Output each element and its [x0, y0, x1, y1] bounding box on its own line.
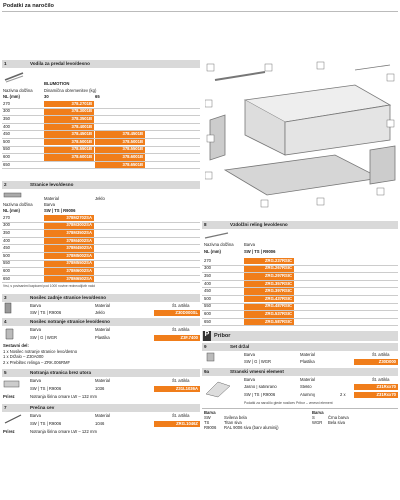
article-code: Z3F.7400 — [154, 335, 200, 341]
length-value: 270 — [204, 258, 211, 263]
legend-name: Črna barva — [328, 415, 349, 420]
article-header: Št. artikla — [172, 413, 190, 418]
article-header: Št. artikla — [172, 303, 190, 308]
table-row — [202, 319, 398, 327]
length-value: 500 — [204, 296, 211, 301]
color-value: SW | TS | R9006 — [30, 310, 62, 315]
unit-label: NL (mm) — [204, 249, 221, 254]
length-value: 450 — [3, 132, 10, 137]
length-value: 450 — [204, 289, 211, 294]
table-row — [2, 147, 200, 155]
color-header: Barva — [30, 303, 41, 308]
article-code: Z31Rxx70 — [354, 384, 398, 390]
cut-note: Notranja širina omare LW – 132 mm — [30, 394, 97, 399]
table-row — [2, 268, 200, 276]
section-holder-set-header — [202, 343, 398, 351]
article-code: ZRG.1046Z — [154, 421, 200, 427]
page-title: Podatki za naročilo — [3, 3, 54, 9]
table-row — [2, 238, 200, 246]
section-title: Stranice levo/desno — [30, 182, 74, 188]
color-value: SW | TS | R9006 — [30, 421, 62, 426]
holder-set-illustration — [204, 351, 218, 363]
legend-name: Bela siva — [328, 420, 345, 425]
length-value: 400 — [204, 281, 211, 286]
legend-row — [312, 421, 396, 426]
table-row — [2, 162, 200, 170]
unit-label: NL (mm) — [3, 208, 20, 213]
length-value: 350 — [3, 231, 10, 236]
length-value: 550 — [204, 304, 211, 309]
material-header: Material — [300, 352, 315, 357]
article-code-30kg: 378.5001B — [44, 139, 94, 145]
table-row — [2, 215, 200, 223]
table-row — [202, 311, 398, 319]
table-row — [202, 384, 398, 392]
components-label: Sestavni del: — [3, 343, 29, 348]
section-divider-element-header — [202, 368, 398, 376]
section-side-panels-header — [2, 181, 200, 189]
length-value: 500 — [3, 139, 10, 144]
table-row — [2, 253, 200, 261]
legend-name: Titan siva — [224, 420, 242, 425]
section-title: Vzdolžni reling levo/desno — [230, 222, 288, 228]
back-holder-illustration — [3, 302, 17, 314]
table-row — [202, 273, 398, 281]
cut-note: Notranja širina omare LW – 122 mm — [30, 429, 97, 434]
legend-code: R9006 — [204, 425, 217, 430]
article-code-65kg: 378.5501B — [95, 147, 145, 153]
article-code-65kg: 378.6501B — [95, 162, 145, 168]
material-header: Material — [95, 413, 110, 418]
article-code-65kg: 378.6001B — [95, 154, 145, 160]
article-code: ZRG.297RSIC — [244, 273, 294, 279]
table-row — [202, 296, 398, 304]
article-code: ZRG.357RSIC — [244, 281, 294, 287]
table-row — [2, 124, 200, 132]
section-number: 4 — [4, 319, 7, 325]
reling-illustration — [204, 231, 230, 241]
runner-illustration — [3, 70, 25, 84]
col-unit-label: NL (mm) — [3, 94, 20, 99]
material-value: Jeklo — [95, 196, 105, 201]
length-value: 600 — [204, 312, 211, 317]
reling-table — [202, 258, 398, 326]
article-header: Št. artikla — [372, 377, 390, 382]
article-code-65kg: 378.5001B — [95, 139, 145, 145]
components-list — [3, 350, 163, 366]
section-back-holder-header — [2, 294, 200, 302]
table-row — [2, 230, 200, 238]
drawer-exploded-drawing — [205, 60, 398, 210]
legend-heading: Barva — [204, 410, 216, 415]
color-header: Barva — [30, 327, 41, 332]
section-title: Stranski vmesni element — [230, 369, 284, 375]
article-header: Št. artikla — [172, 378, 190, 383]
article-code: ZRG.397RSIC — [244, 288, 294, 294]
cut-label: Prirez — [3, 394, 15, 399]
material-value: 1046 — [95, 421, 105, 426]
color-label: Barva — [44, 202, 55, 207]
section-inner-side-header — [2, 369, 200, 377]
length-value: 500 — [3, 253, 10, 258]
legend-name: Svilena bela — [224, 415, 247, 420]
section-number: 8 — [204, 222, 207, 228]
material-value: Steklo — [300, 385, 312, 389]
article-code-30kg: 378.4501B — [44, 131, 94, 137]
length-value: 300 — [3, 223, 10, 228]
article-code: 378M4502SA — [44, 245, 94, 251]
article-code-30kg: 378.2701B — [44, 101, 94, 107]
length-value: 300 — [3, 109, 10, 114]
material-header: Material — [95, 327, 110, 332]
cross-tube-illustration — [3, 413, 23, 425]
section-number: 7 — [4, 405, 7, 411]
section-title: Nosilec notranje stranice levo/desno — [30, 319, 110, 325]
component-item: 1 x Nosilec notranje stranice levo/desno — [3, 349, 78, 354]
material-value: Plastika — [95, 335, 110, 340]
legend-code: S — [312, 415, 315, 420]
component-item: 2 x Prebiltec relinga – ZRK.006RMF — [3, 359, 71, 365]
section-number: 3 — [4, 295, 7, 301]
material-value: Aluminij — [300, 393, 315, 397]
article-code: 378M5002SA — [44, 253, 94, 259]
accessories-header — [202, 331, 398, 341]
color-value: SW | TS | R9006 — [30, 386, 62, 391]
legend-code: SW — [204, 415, 211, 420]
article-header: Št. artikla — [172, 327, 190, 332]
article-code: ZRG.537RSIC — [244, 311, 294, 317]
table-row — [202, 258, 398, 266]
article-code: 378M4002SA — [44, 238, 94, 244]
side-panel-illustration — [3, 190, 23, 200]
article-code: Z30D000 — [354, 359, 398, 365]
section-title: Set držal — [230, 344, 250, 350]
length-label: Nazivna dolžina — [3, 202, 33, 207]
section-inner-holder-header — [2, 318, 200, 326]
table-row — [202, 266, 398, 274]
accessories-letter: P — [203, 331, 211, 341]
length-value: 350 — [3, 117, 10, 122]
table-row — [2, 223, 200, 231]
table-row — [2, 101, 200, 109]
color-header: Barva — [30, 413, 41, 418]
inner-holder-illustration — [3, 327, 17, 341]
color-header: Barva — [30, 378, 41, 383]
divider-note: Podatki za naročilo glede nosilcev Pribor – vmesni element — [244, 401, 333, 405]
table-row — [202, 281, 398, 289]
length-value: 650 — [204, 319, 211, 324]
accessories-title: Pribor — [214, 333, 231, 339]
table-row — [2, 154, 200, 162]
table-row — [202, 304, 398, 312]
color-value: SW | G | WGR — [244, 359, 272, 364]
section-title: Nosilec zadnje stranice levo/desno — [30, 295, 107, 301]
article-code: Z31Rxx70 — [354, 392, 398, 398]
section-number: 2 — [4, 182, 7, 188]
length-value: 450 — [3, 246, 10, 251]
table-row — [2, 116, 200, 124]
legend-row — [204, 426, 304, 431]
legend-name: RAL 9006 siva (barv aluminij) — [224, 425, 279, 430]
material-header: Material — [95, 303, 110, 308]
table-row — [2, 139, 200, 147]
color-legend — [202, 408, 398, 430]
cut-label: Prirez — [3, 429, 15, 434]
article-code: 378M5502SA — [44, 261, 94, 267]
length-value: 650 — [3, 276, 10, 281]
length-value: 550 — [3, 147, 10, 152]
article-code-30kg: 378.3001B — [44, 109, 94, 115]
article-header: Št. artikla — [372, 352, 390, 357]
legend-heading: Barva — [312, 410, 324, 415]
table-row — [2, 131, 200, 139]
length-value: 350 — [204, 274, 211, 279]
article-code: 378M6002SA — [44, 268, 94, 274]
article-code: 378M2702SA — [44, 215, 94, 221]
article-code-30kg: 378.4001B — [44, 124, 94, 130]
length-value: 650 — [3, 162, 10, 167]
article-code: Z31L1036A — [154, 386, 200, 392]
article-code: ZRG.437RSIC — [244, 296, 294, 302]
length-value: 550 — [3, 261, 10, 266]
col-length-label: Nazivna dolžina — [3, 88, 33, 93]
article-code: ZRG.487RSIC — [244, 304, 294, 310]
material-value: 1036 — [95, 386, 105, 391]
col-load-label: Dinamična obremenitev (kg) — [44, 88, 97, 93]
article-code-30kg: 378.5501B — [44, 147, 94, 153]
section-number: 9a — [204, 369, 210, 375]
side-panel-note: Vrsi, s povisanimi kapicami pod 1000 novine redneodijivih naloi — [3, 284, 96, 288]
length-value: 400 — [3, 238, 10, 243]
length-value: 400 — [3, 124, 10, 129]
length-value: 270 — [3, 101, 10, 106]
quantity-value: 2 x — [340, 393, 346, 397]
brand-label: BLUMOTION — [44, 81, 70, 86]
color-header: Barva — [244, 352, 255, 357]
article-code: ZRG.237RSIC — [244, 258, 294, 264]
article-code-30kg: 378.3501B — [44, 116, 94, 122]
article-code: ZRG.587RSIC — [244, 319, 294, 325]
table-row — [2, 276, 200, 284]
runner-table — [2, 101, 200, 169]
article-code: ZRG.267RSIC — [244, 266, 294, 272]
color-value: SW | TS | R9006 — [44, 208, 76, 213]
table-row — [202, 288, 398, 296]
color-label: Barva — [244, 242, 255, 247]
article-code: 378M3502SA — [44, 230, 94, 236]
section-relings-header — [202, 221, 398, 229]
material-label: Material — [44, 196, 59, 201]
divider-element-table — [202, 384, 398, 400]
section-number: 9 — [204, 344, 207, 350]
table-row — [2, 261, 200, 269]
table-row — [202, 392, 398, 400]
legend-code: TS — [204, 420, 210, 425]
load-30-label: 30 — [44, 94, 49, 99]
table-row — [2, 245, 200, 253]
length-value: 600 — [3, 155, 10, 160]
article-code-30kg: 378.6001B — [44, 154, 94, 160]
section-title: Prečna cev — [30, 405, 55, 411]
material-header: Material — [95, 378, 110, 383]
inner-side-illustration — [3, 378, 21, 390]
section-title: Vodila za predal levo/desno — [30, 61, 90, 67]
table-row — [2, 109, 200, 117]
title-divider — [2, 11, 398, 12]
side-panel-table — [2, 215, 200, 283]
load-65-label: 65 — [95, 94, 100, 99]
color-value: SW | TS | R9006 — [244, 249, 276, 254]
color-value: SW | TS | R9006 — [244, 393, 276, 397]
material-header: Material — [300, 377, 315, 382]
section-cross-tube-header — [2, 404, 200, 412]
length-label: Nazivna dolžina — [204, 242, 234, 247]
article-code: 378M6502SA — [44, 276, 94, 282]
section-title: Notranja stranica brez utora — [30, 370, 92, 376]
color-value: Jasno | satinirano — [244, 385, 277, 389]
section-number: 1 — [4, 61, 7, 67]
article-code: 378M3002SA — [44, 223, 94, 229]
length-value: 270 — [3, 215, 10, 220]
length-value: 300 — [204, 266, 211, 271]
article-code: Z30D000SL — [154, 310, 200, 316]
legend-code: WGR — [312, 420, 323, 425]
material-value: Jeklo — [95, 310, 105, 315]
article-code-65kg: 378.4501B — [95, 131, 145, 137]
length-value: 600 — [3, 269, 10, 274]
color-header: Barva — [244, 377, 255, 382]
section-number: 5 — [4, 370, 7, 376]
component-item: 1 x Držalo – Z30A000 — [3, 354, 44, 360]
color-value: SW | G | WGR — [30, 335, 58, 340]
material-value: Plastika — [300, 359, 315, 364]
